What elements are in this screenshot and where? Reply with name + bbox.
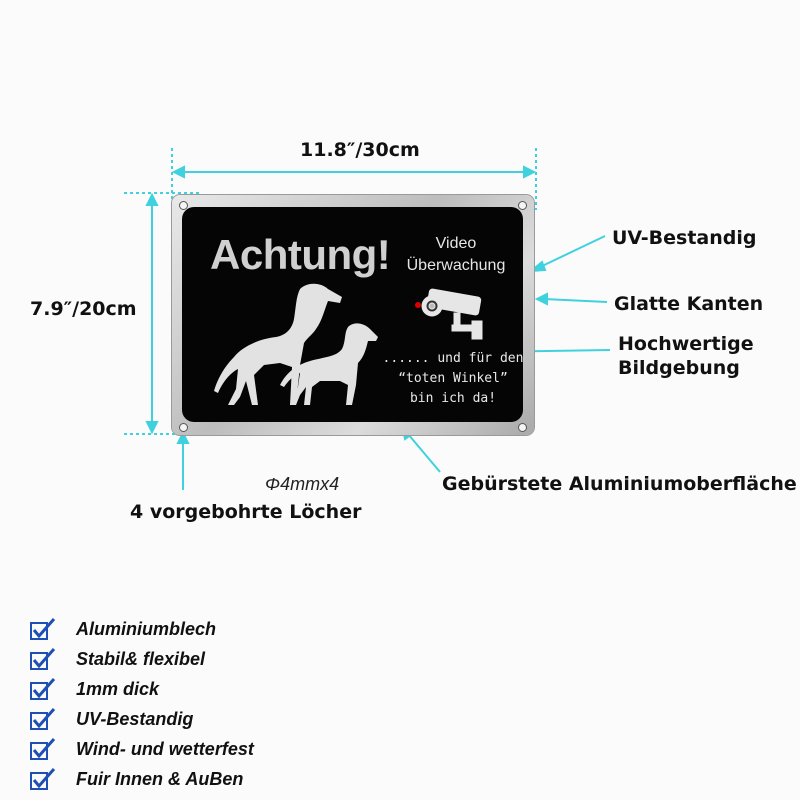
video-label [396,233,516,277]
checkbox-checked-icon [30,648,56,670]
feature-item [30,614,254,644]
height-dimension-label: 7.9″/20cm [30,298,137,320]
feature-label: Fuir Innen & AuBen [76,768,244,789]
mount-hole-top-right [518,201,527,210]
feature-item [30,764,254,794]
width-dimension-label: 11.8″/30cm [300,139,420,161]
feature-label: Wind- und wetterfest [76,738,254,759]
mount-hole-bottom-right [518,423,527,432]
hole-spec-label: Φ4mmx4 [265,474,340,494]
callout-brushed-surface: Gebürstete Aluminiumoberfläche [442,473,797,495]
checkbox-checked-icon [30,708,56,730]
feature-label: 1mm dick [76,678,160,699]
sign-heading: Achtung! [210,231,391,278]
sign-black-face [182,207,523,422]
checkbox-checked-icon [30,618,56,640]
callout-uv-resistant: UV-Bestandig [612,227,757,249]
callout-predrilled-holes: 4 vorgebohrte Löcher [130,501,362,523]
feature-label: UV-Bestandig [76,708,194,729]
checkbox-checked-icon [30,768,56,790]
callout-print-line2: Bildgebung [618,357,740,379]
aluminium-sign [172,195,534,435]
feature-item [30,674,254,704]
feature-item [30,734,254,764]
sign-slogan: ...... und für den “toten Winkel” bin ich da! [382,351,524,406]
mount-hole-bottom-left [179,423,188,432]
camera-icon [414,287,494,343]
checkbox-checked-icon [30,678,56,700]
checkbox-checked-icon [30,738,56,760]
callout-smooth-edges: Glatte Kanten [614,293,764,315]
video-line1: Video [435,235,477,252]
callout-print-quality [618,332,754,380]
feature-label: Stabil& flexibel [76,648,206,669]
feature-item [30,704,254,734]
video-line2: Überwachung [406,257,506,274]
callout-print-line1: Hochwertige [618,333,754,355]
feature-label: Aluminiumblech [76,618,217,639]
feature-item [30,644,254,674]
dog-icon [200,277,400,422]
feature-list [30,614,254,794]
